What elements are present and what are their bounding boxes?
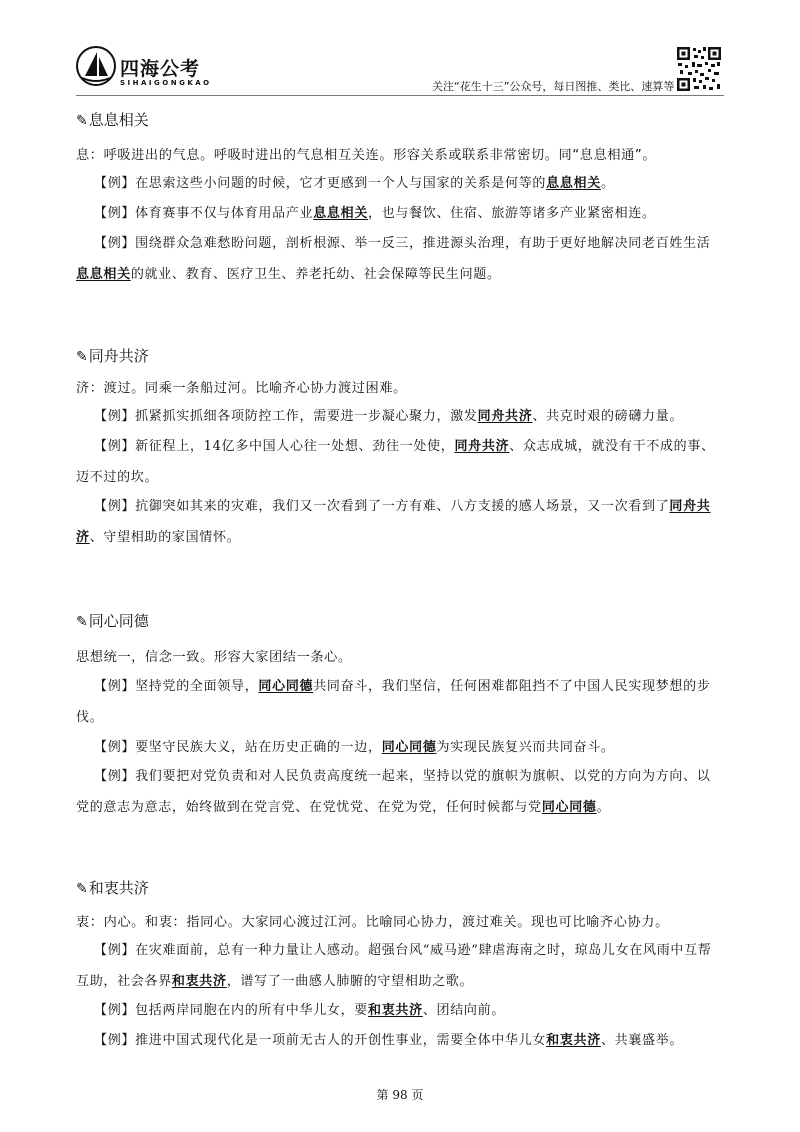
brand-name-latin: SIHAIGONGKAO <box>120 79 212 87</box>
example: 【例】在思索这些小问题的时候，它才更感到一个人与国家的关系是何等的息息相关。 <box>94 176 615 191</box>
section-title: ✎和衷共济 <box>76 879 149 897</box>
pencil-icon: ✎ <box>76 349 88 365</box>
highlighted-term: 息息相关 <box>313 206 369 221</box>
example: 【例】要坚守民族大义，站在历史正确的一边，同心同德为实现民族复兴而共同奋斗。 <box>94 740 615 755</box>
definition: 息：呼吸进出的气息。呼吸时进出的气息相互关连。形容关系或联系非常密切。同“息息相通”。 <box>76 148 657 163</box>
highlighted-term: 同心同德 <box>258 679 314 694</box>
highlighted-term: 同心同德 <box>541 799 597 815</box>
qr-code-icon[interactable] <box>676 46 722 92</box>
header-divider <box>76 95 724 96</box>
pencil-icon: ✎ <box>76 113 88 129</box>
pencil-icon: ✎ <box>76 614 88 630</box>
highlighted-term: 和衷共济 <box>171 973 227 989</box>
section-title: ✎同心同德 <box>76 612 149 630</box>
highlighted-term: 和衷共济 <box>546 1033 601 1048</box>
example: 【例】推进中国式现代化是一项前无古人的开创性事业，需要全体中华儿女和衷共济、共襄盛举。 <box>94 1033 684 1048</box>
definition: 思想统一，信念一致。形容大家团结一条心。 <box>76 650 352 665</box>
sailboat-logo-icon <box>76 46 116 86</box>
brand-name: 四海公考 <box>120 58 201 80</box>
section-title: ✎息息相关 <box>76 111 149 129</box>
example: 【例】包括两岸同胞在内的所有中华儿女，要和衷共济、团结向前。 <box>94 1003 506 1018</box>
pencil-icon: ✎ <box>76 881 88 897</box>
example: 【例】抗御突如其来的灾难，我们又一次看到了一方有难、八方支援的感人场景，又一次看到了同舟共济、守望相助的家国情怀。 <box>76 499 711 545</box>
header-note: 关注“花生十三”公众号，每日图推、类比、速算等 <box>432 80 675 93</box>
example: 【例】在灾难面前，总有一种力量让人感动。超强台风“威马逊”肆虐海南之时，琼岛儿女在风雨中互帮互助，社会各界和衷共济，谱写了一曲感人肺腑的守望相助之歌。 <box>76 943 712 989</box>
definition: 衷：内心。和衷：指同心。大家同心渡过江河。比喻同心协力，渡过难关。现也可比喻齐心协力。 <box>76 915 669 930</box>
highlighted-term: 息息相关 <box>76 266 131 282</box>
example: 【例】抓紧抓实抓细各项防控工作，需要进一步凝心聚力，激发同舟共济、共克时艰的磅礴力量。 <box>94 409 684 424</box>
page-header <box>0 0 800 104</box>
highlighted-term: 和衷共济 <box>368 1003 423 1018</box>
highlighted-term: 同心同德 <box>381 740 437 755</box>
example: 【例】体育赛事不仅与体育用品产业息息相关，也与餐饮、住宿、旅游等诸多产业紧密相连。 <box>94 206 656 221</box>
highlighted-term: 同舟共济 <box>477 409 533 424</box>
page-number: 第 98 页 <box>376 1088 424 1102</box>
highlighted-term: 息息相关 <box>546 176 601 191</box>
example: 【例】坚持党的全面领导，同心同德共同奋斗，我们坚信，任何困难都阻挡不了中国人民实现梦想的步伐。 <box>76 679 711 725</box>
highlighted-term: 同舟共济 <box>76 499 711 545</box>
example: 【例】围绕群众急难愁盼问题，剖析根源、举一反三，推进源头治理，有助于更好地解决同老百姓生活息息相关的就业、教育、医疗卫生、养老托幼、社会保障等民生问题。 <box>76 236 711 282</box>
example: 【例】我们要把对党负责和对人民负责高度统一起来，坚持以党的旗帜为旗帜、以党的方向为方向、以党的意志为意志，始终做到在党言党、在党忧党、在党为党，任何时候都与党同心同德。 <box>76 769 711 815</box>
example: 【例】新征程上，14亿多中国人心往一处想、劲往一处使，同舟共济、众志成城，就没有干不成的事、迈不过的坎。 <box>76 439 715 485</box>
section-title: ✎同舟共济 <box>76 347 149 365</box>
highlighted-term: 同舟共济 <box>454 439 510 454</box>
definition: 济：渡过。同乘一条船过河。比喻齐心协力渡过困难。 <box>76 381 407 396</box>
